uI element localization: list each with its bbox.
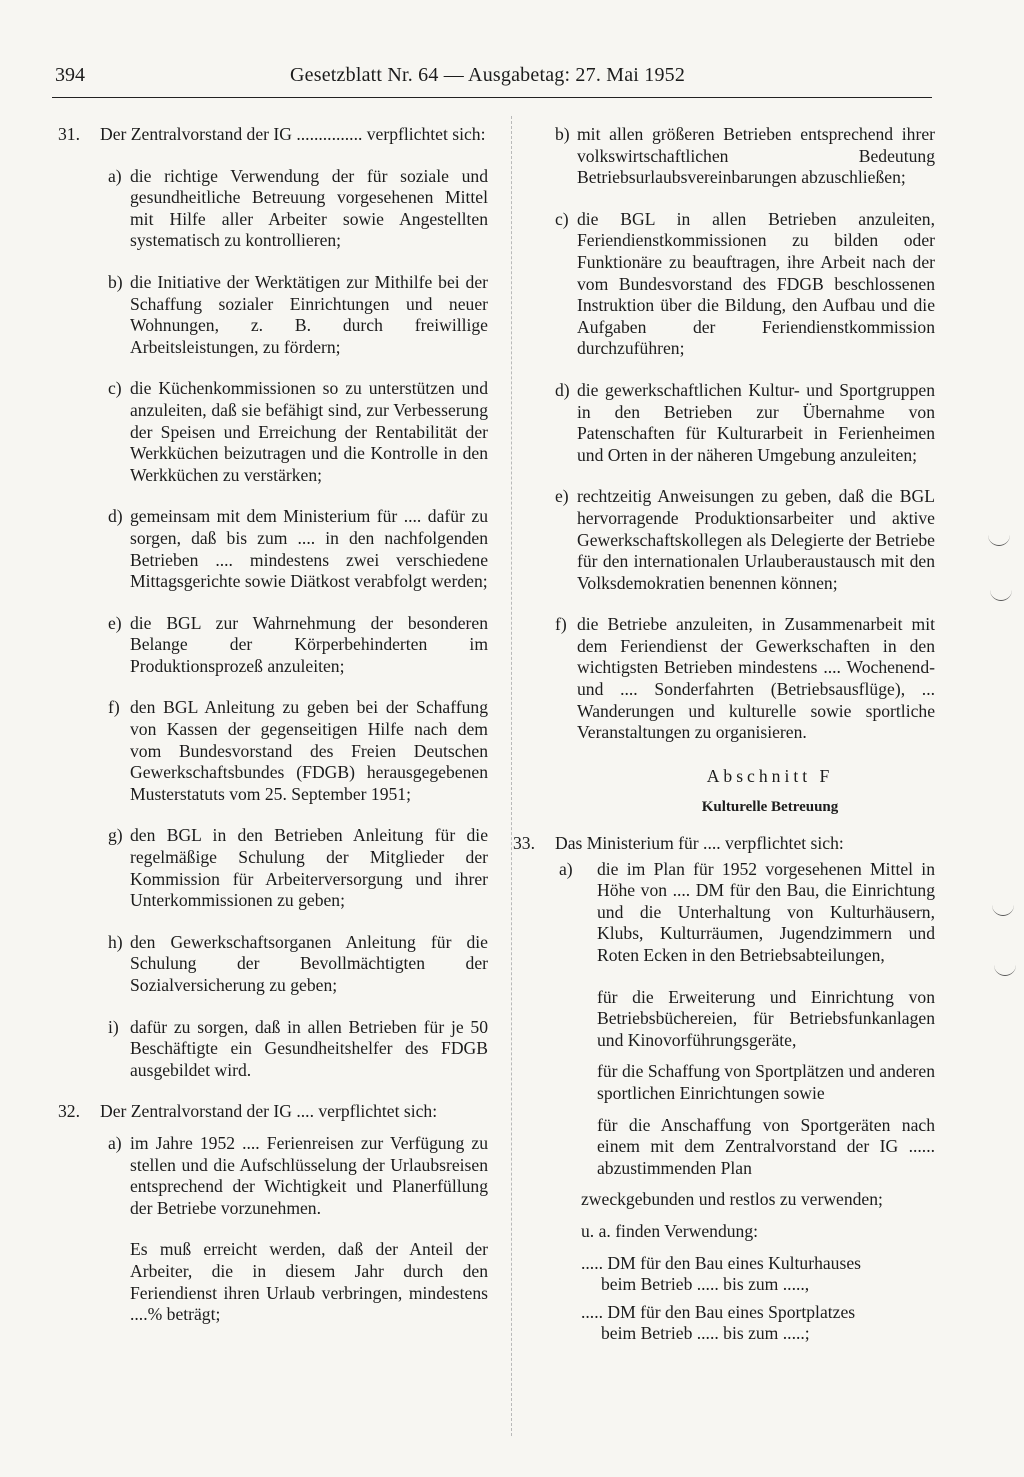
list-text: beim Betrieb ..... bis zum .....; (601, 1323, 810, 1344)
margin-mark (990, 590, 1012, 601)
list-text: ..... DM für den Bau eines Sportplatzes (581, 1301, 856, 1322)
list-item (58, 166, 488, 252)
list-text: mit allen größeren Betrieben entsprechend ihrer volkswirtschaftlichen Bedeutung Betriebsurlaubsvereinbarungen abzuschließen; (577, 124, 935, 188)
column-divider (511, 116, 512, 1436)
list-item (58, 506, 488, 592)
list-label: h) (108, 931, 123, 952)
list-label: g) (108, 825, 123, 846)
list-text: dafür zu sorgen, daß in allen Betrieben für je 50 Beschäftigte ein Gesundheitshelfer des FDGB ausgebildet wird. (130, 1016, 488, 1080)
list-label: d) (555, 379, 570, 400)
list-text: die gewerkschaftlichen Kultur- und Sportgruppen in den Betrieben zur Übernahme von Patenschaften für Kulturarbeit in Ferienheimen und Orten in der näheren Umgebung anzuleiten; (577, 379, 935, 465)
margin-mark (988, 535, 1010, 546)
list-label: e) (555, 486, 569, 507)
list-text: die Betriebe anzuleiten, in Zusammenarbeit mit dem Feriendienst der Gewerkschaften in den wichtigsten Betrieben mindestens .... Wochenend- und .... Sonderfahrten (Betriebsausflüge), ... Wanderungen und kulturelle sowie sportliche Veranstaltungen zu organisieren. (577, 614, 935, 743)
item-intro: Der Zentralvorstand der IG ............... verpflichtet sich: (100, 124, 486, 144)
list-item (545, 486, 935, 594)
list-text: die im Plan für 1952 vorgesehenen Mittel in Höhe von .... DM für den Bau, die Einrichtung und die Unterhaltung von Kulturhäusern, Klubs, Kulturräumen, Jugendzimmern und Roten Ecken in den Betriebsabteilungen, (597, 858, 935, 965)
list-item (545, 380, 935, 466)
list-item (58, 378, 488, 486)
right-column (513, 124, 935, 1351)
list-item (58, 1133, 488, 1219)
paragraph: für die Erweiterung und Einrichtung von Betriebsbüchereien, für Betriebsfunkanlagen und Kinovorführungsgeräte, (597, 986, 935, 1050)
paragraph: zweckgebunden und restlos zu verwenden; (581, 1189, 883, 1210)
paragraph: für die Schaffung von Sportplätzen und anderen sportlichen Einrichtungen sowie (597, 1061, 935, 1103)
list-label: c) (108, 378, 122, 399)
list-text: den BGL in den Betrieben Anleitung für die regelmäßige Schulung der Mitglieder der Kommission für Arbeiterversorgung und ihrer Unterkommissionen zu geben; (130, 825, 488, 911)
item-intro: Das Ministerium für .... verpflichtet sich: (555, 833, 844, 854)
page-number: 394 (55, 64, 85, 86)
list-label: f) (108, 697, 120, 718)
list-text: den Gewerkschaftsorganen Anleitung für die Schulung der Bevollmächtigten der Sozialversicherung zu geben; (130, 931, 488, 995)
list-text: gemeinsam mit dem Ministerium für .... dafür zu sorgen, daß bis zum .... in den nachfolgenden Betrieben .... mindestens zwei verschiedene Mittagsgerichte sowie Diätkost verabfolgt werden; (130, 506, 488, 592)
list-text: die BGL in allen Betrieben anzuleiten, Feriendienstkommissionen zu bilden oder Funktionäre zu beauftragen, ihre Arbeit nach der vom Bundesvorstand des FDGB beschlossenen Instruktion über die Bildung, den Aufbau und die Aufgaben der Feriendienstkommission durchzuführen; (577, 208, 935, 359)
list-label: a) (108, 165, 122, 186)
item-intro: Der Zentralvorstand der IG .... verpflichtet sich: (100, 1101, 438, 1122)
list-label: e) (108, 612, 122, 633)
list-item (545, 209, 935, 360)
item-33 (513, 833, 903, 855)
section-title: Abschnitt F (706, 765, 834, 786)
list-label: a) (559, 858, 573, 879)
item-31 (58, 124, 488, 146)
list-text: beim Betrieb ..... bis zum ....., (601, 1274, 810, 1295)
margin-mark (992, 905, 1014, 916)
list-text: im Jahre 1952 .... Ferienreisen zur Verfügung zu stellen und die Aufschlüsselung der Urlaubsreisen entsprechend der Wichtigkeit und Planerfüllung der Betriebe vorzunehmen. (130, 1132, 488, 1218)
list-item (545, 124, 935, 189)
list-text: die BGL zur Wahrnehmung der besonderen Belange der Körperbehinderten im Produktionsprozeß anzuleiten; (130, 612, 488, 676)
list-label: d) (108, 506, 123, 527)
list-text: die Küchenkommissionen so zu unterstützen und anzuleiten, daß sie befähigt sind, zur Verbesserung der Speisen und Erreichung der Rentabilität der Werkküchen beizutragen und die Kontrolle in den Werkküchen zu verstärken; (130, 378, 488, 485)
list-item (58, 825, 488, 911)
list-item (58, 272, 488, 358)
header-rule (52, 97, 932, 98)
list-text: rechtzeitig Anweisungen zu geben, daß die BGL hervorragende Produktionsarbeiter und aktive Gewerkschaftskollegen als Delegierte der Betriebe für den internationalen Urlauberaustausch mit den Volksdemokratien benennen können; (577, 486, 935, 593)
list-text: die Initiative der Werktätigen zur Mithilfe bei der Schaffung sozialer Einrichtungen und neuer Wohnungen, z. B. durch freiwillige Arbeitsleistungen, zu fördern; (130, 271, 488, 357)
item-32 (58, 1101, 488, 1123)
list-label: b) (555, 124, 570, 144)
margin-mark (994, 965, 1016, 976)
list-item (545, 859, 935, 967)
list-label: i) (108, 1016, 119, 1037)
list-label: f) (555, 614, 567, 635)
paragraph: für die Anschaffung von Sportgeräten nach einem mit dem Zentralvorstand der IG ...... abzustimmenden Plan (597, 1114, 935, 1178)
paragraph: Es muß erreicht werden, daß der Anteil der Arbeiter, die in diesem Jahr durch den Feriendienst ihren Urlaub verbringen, mindestens ....% beträgt; (130, 1239, 488, 1325)
list-label: c) (555, 208, 569, 229)
item-number: 33. (513, 833, 535, 854)
paragraph: u. a. finden Verwendung: (581, 1220, 759, 1241)
list-item (58, 1017, 488, 1082)
section-subtitle: Kulturelle Betreuung (701, 799, 839, 816)
list-item (58, 932, 488, 997)
list-text: die richtige Verwendung der für soziale und gesundheitliche Betreuung vorgesehenen Mittel mit Hilfe aller Arbeiter sowie Angestellten systematisch zu kontrollieren; (130, 165, 488, 251)
left-column (58, 124, 488, 1336)
header-title: Gesetzblatt Nr. 64 — Ausgabetag: 27. Mai 1952 (290, 64, 686, 86)
item-number: 31. (58, 124, 80, 144)
list-item (545, 614, 935, 744)
list-item (58, 697, 488, 805)
list-item (58, 613, 488, 678)
list-label: a) (108, 1132, 122, 1153)
item-number: 32. (58, 1101, 80, 1122)
list-item (545, 1253, 935, 1296)
list-item (545, 1302, 935, 1345)
list-text: den BGL Anleitung zu geben bei der Schaffung von Kassen der gegenseitigen Hilfe nach dem vom Bundesvorstand des Freien Deutschen Gewerkschaftsbundes (FDGB) herausgegebenen Musterstatuts vom 25. September 1951; (130, 697, 488, 804)
list-label: b) (108, 271, 123, 292)
list-text: ..... DM für den Bau eines Kulturhauses (581, 1252, 861, 1273)
